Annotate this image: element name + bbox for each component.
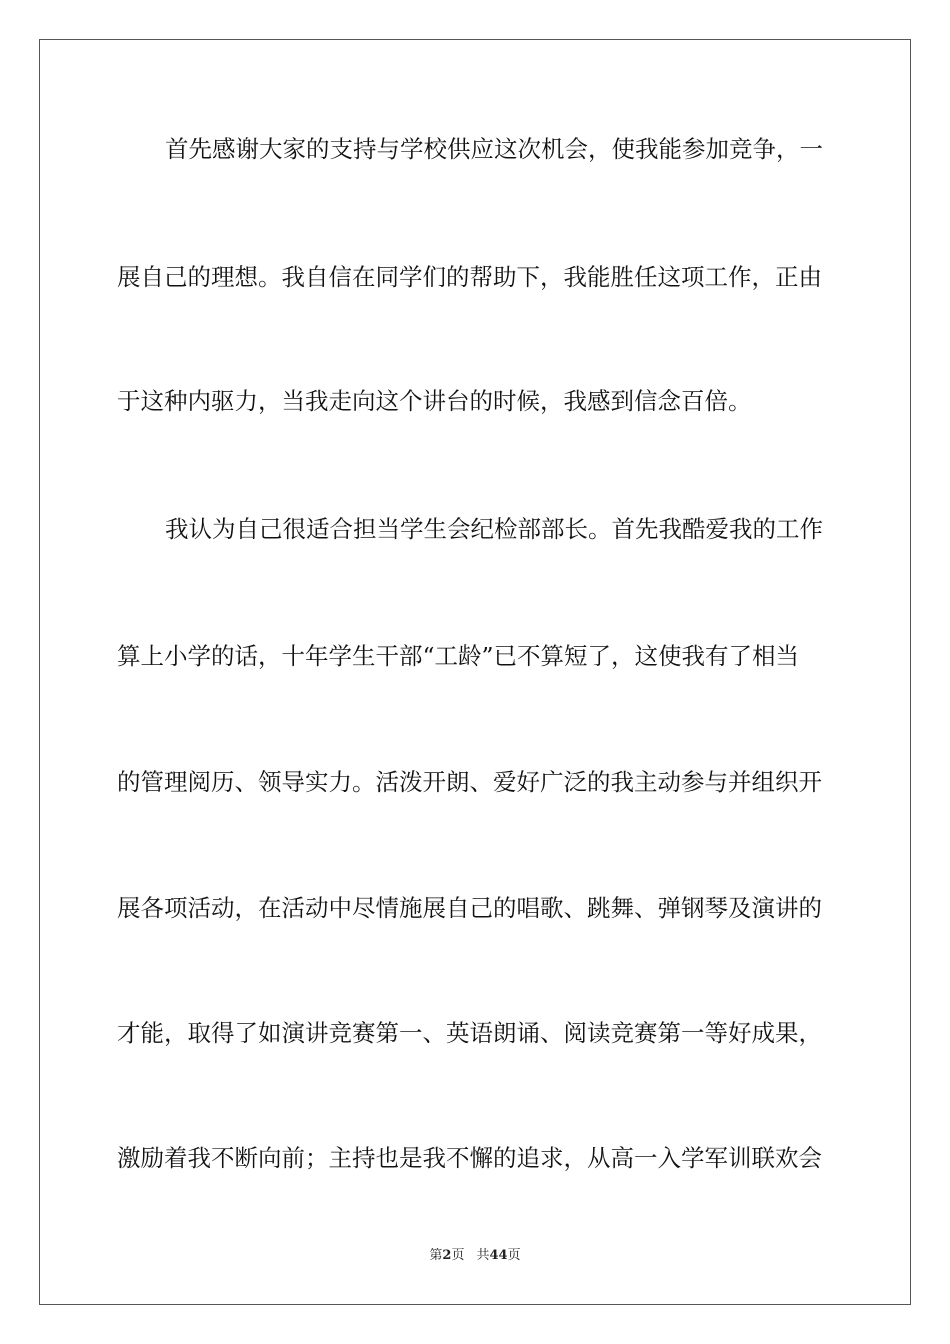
paragraph-2-line-6: 激励着我不断向前；主持也是我不懈的追求，从高一入学军训联欢会 bbox=[117, 1144, 822, 1172]
paragraph-2-line-5: 才能，取得了如演讲竞赛第一、英语朗诵、阅读竞赛第一等好成果， bbox=[117, 1019, 822, 1047]
paragraph-1-line-1: 首先感谢大家的支持与学校供应这次机会，使我能参加竞争，一 bbox=[165, 135, 823, 163]
page-suffix: 页 bbox=[451, 1248, 465, 1263]
paragraph-2-line-4: 展各项活动，在活动中尽情施展自己的唱歌、跳舞、弹钢琴及演讲的 bbox=[117, 894, 822, 922]
total-pages: 44 bbox=[489, 1248, 508, 1263]
paragraph-1-line-3: 于这种内驱力，当我走向这个讲台的时候，我感到信念百倍。 bbox=[117, 387, 752, 415]
paragraph-2-line-2: 算上小学的话，十年学生干部“工龄”已不算短了，这使我有了相当 bbox=[117, 642, 800, 670]
total-prefix: 共 bbox=[476, 1248, 490, 1263]
paragraph-2-line-1: 我认为自己很适合担当学生会纪检部部长。首先我酷爱我的工作 bbox=[165, 515, 823, 543]
page-number: 2 bbox=[442, 1248, 452, 1263]
page-prefix: 第 bbox=[429, 1248, 443, 1263]
page-frame bbox=[39, 39, 911, 1305]
paragraph-1-line-2: 展自己的理想。我自信在同学们的帮助下，我能胜任这项工作，正由 bbox=[117, 263, 822, 291]
page-footer bbox=[0, 1248, 950, 1264]
total-suffix: 页 bbox=[507, 1248, 521, 1263]
paragraph-2-line-3: 的管理阅历、领导实力。活泼开朗、爱好广泛的我主动参与并组织开 bbox=[117, 768, 822, 796]
